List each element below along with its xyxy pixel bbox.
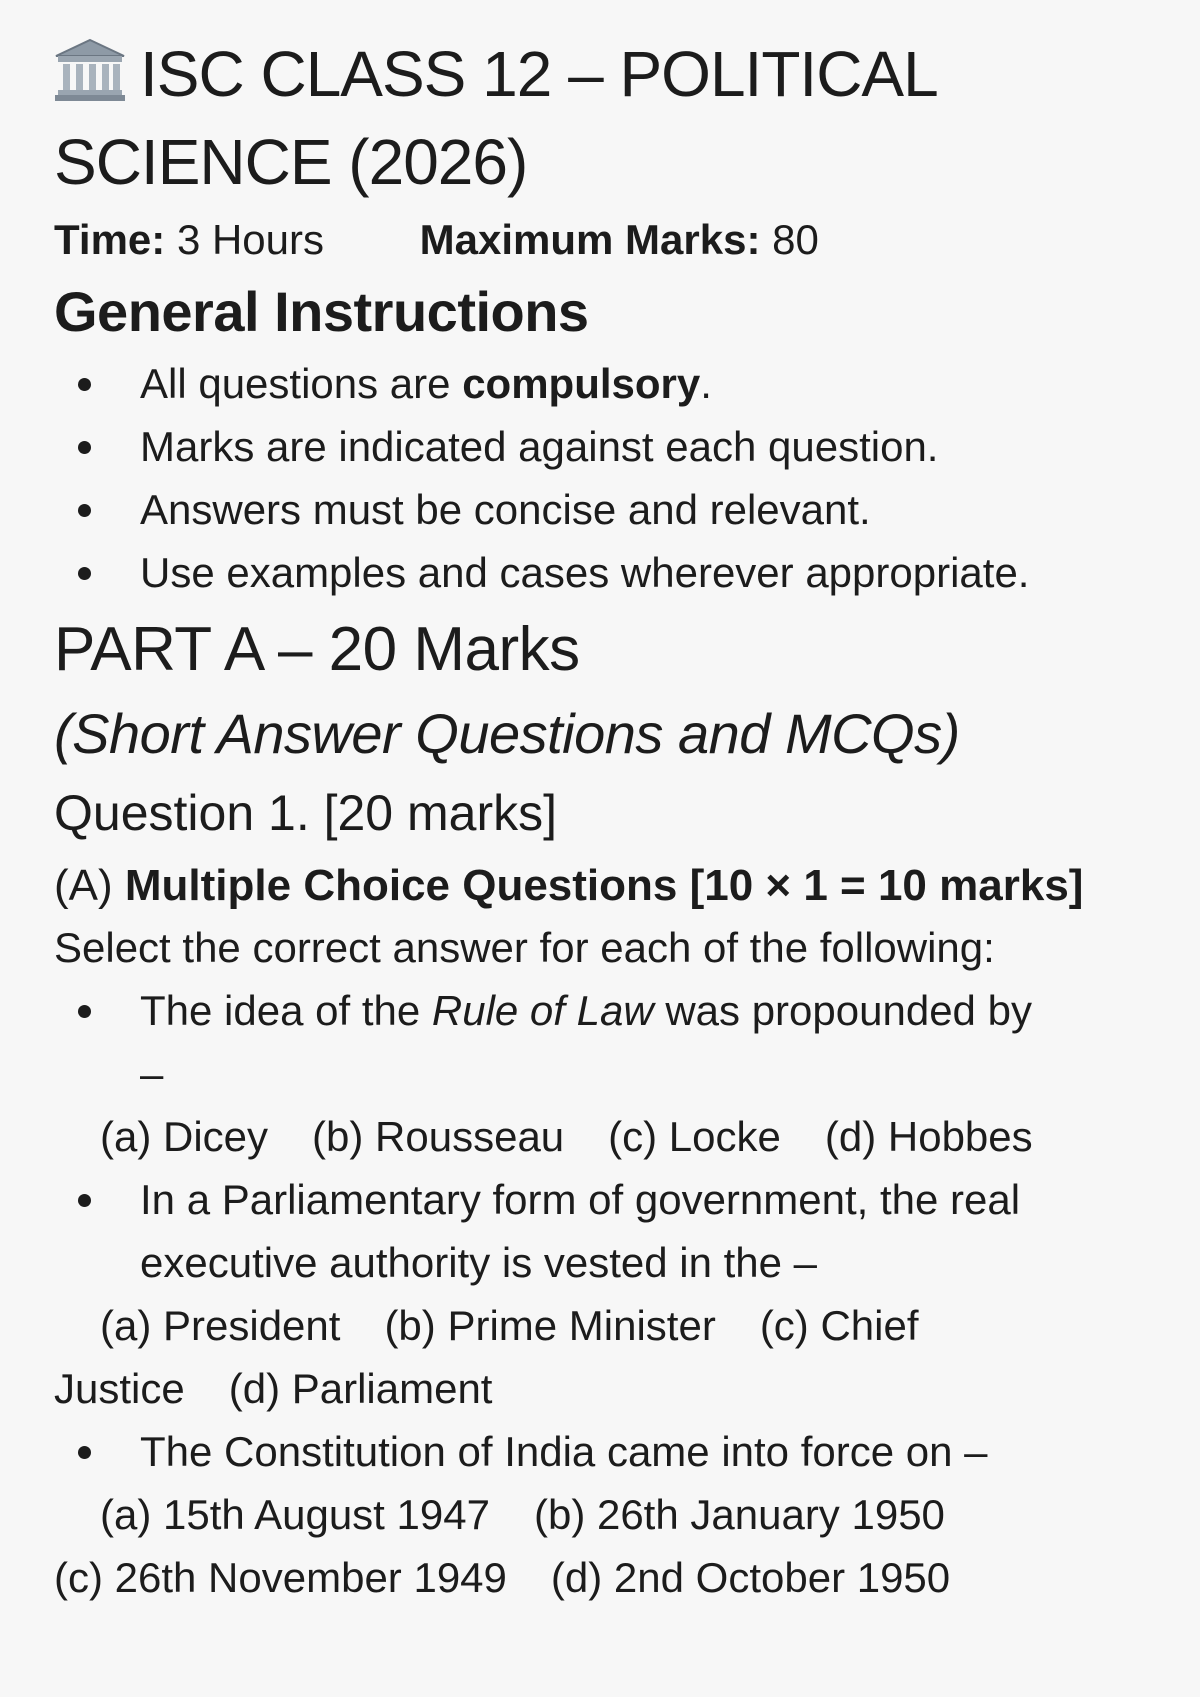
option-a: (a) 15th August 1947	[100, 1491, 490, 1538]
bullet-icon	[78, 1194, 91, 1207]
bullet-icon	[78, 567, 91, 580]
time-label: Time:	[54, 216, 166, 263]
option-a: (a) President	[100, 1302, 341, 1349]
option-b: (b) Rousseau	[312, 1113, 565, 1160]
question-dash: –	[140, 1050, 164, 1097]
instruction-text: Marks are indicated against each question.	[140, 423, 939, 470]
option-c: (c) 26th November 1949	[54, 1554, 507, 1601]
time-value: 3 Hours	[176, 216, 324, 263]
bullet-icon	[78, 504, 91, 517]
bullet-icon	[78, 378, 91, 391]
option-d: (d) Hobbes	[824, 1113, 1033, 1160]
mcq-question-1	[54, 979, 1164, 1105]
question-text-line-2: executive authority is vested in the –	[140, 1239, 818, 1286]
option-c-cont: Justice	[54, 1365, 185, 1412]
bullet-icon	[78, 1005, 91, 1018]
section-label: (A)	[54, 861, 113, 910]
mcq-question-3	[54, 1420, 1164, 1483]
list-item	[54, 415, 1164, 478]
title-line-2: SCIENCE (2026)	[54, 126, 528, 198]
bullet-icon	[78, 441, 91, 454]
question-text-end: was propounded by	[653, 987, 1032, 1034]
exam-meta	[54, 212, 1164, 268]
option-c: (c) Chief	[759, 1302, 919, 1349]
mcq-3-options-line-2	[54, 1546, 1164, 1609]
instruction-text: Answers must be concise and relevant.	[140, 486, 871, 533]
paper-title	[54, 30, 1164, 206]
part-a-title: PART A – 20 Marks	[54, 615, 580, 684]
max-marks-value: 80	[772, 216, 819, 263]
section-title: Multiple Choice Questions [10 × 1 = 10 marks]	[124, 861, 1084, 910]
mcq-instruction: Select the correct answer for each of the following:	[54, 924, 995, 971]
part-a-subtitle: (Short Answer Questions and MCQs)	[54, 702, 960, 765]
question-paper	[54, 30, 1164, 1609]
instruction-emphasis: compulsory	[462, 360, 701, 407]
question-text: The Constitution of India came into force on –	[140, 1428, 988, 1475]
question-text: The idea of the	[140, 987, 432, 1034]
list-item	[54, 352, 1164, 415]
option-b: (b) Prime Minister	[384, 1302, 716, 1349]
instruction-punct: .	[700, 360, 712, 407]
option-a: (a) Dicey	[100, 1113, 269, 1160]
mcq-question-2	[54, 1168, 1164, 1294]
list-item	[54, 541, 1164, 604]
mcq-1-options	[54, 1105, 1164, 1168]
option-b: (b) 26th January 1950	[533, 1491, 945, 1538]
option-d: (d) 2nd October 1950	[550, 1554, 951, 1601]
question-text: In a Parliamentary form of government, the real	[140, 1176, 1021, 1223]
mcq-2-options-line-2	[54, 1357, 1164, 1420]
question-1-heading: Question 1. [20 marks]	[54, 785, 558, 841]
mcq-3-options-line-1	[54, 1483, 1164, 1546]
question-emphasis: Rule of Law	[431, 987, 654, 1034]
option-d: (d) Parliament	[228, 1365, 493, 1412]
instructions-heading: General Instructions	[54, 280, 589, 343]
instruction-text: All questions are	[140, 360, 463, 407]
instructions-list	[54, 352, 1164, 604]
bullet-icon	[78, 1446, 91, 1459]
mcq-section-heading	[54, 856, 1164, 916]
classical-building-icon	[54, 36, 126, 100]
instruction-text: Use examples and cases wherever appropriate.	[140, 549, 1030, 596]
option-c: (c) Locke	[608, 1113, 781, 1160]
title-line-1: ISC CLASS 12 – POLITICAL	[140, 38, 938, 110]
max-marks-label: Maximum Marks:	[419, 216, 761, 263]
list-item	[54, 478, 1164, 541]
mcq-2-options-line-1	[54, 1294, 1164, 1357]
